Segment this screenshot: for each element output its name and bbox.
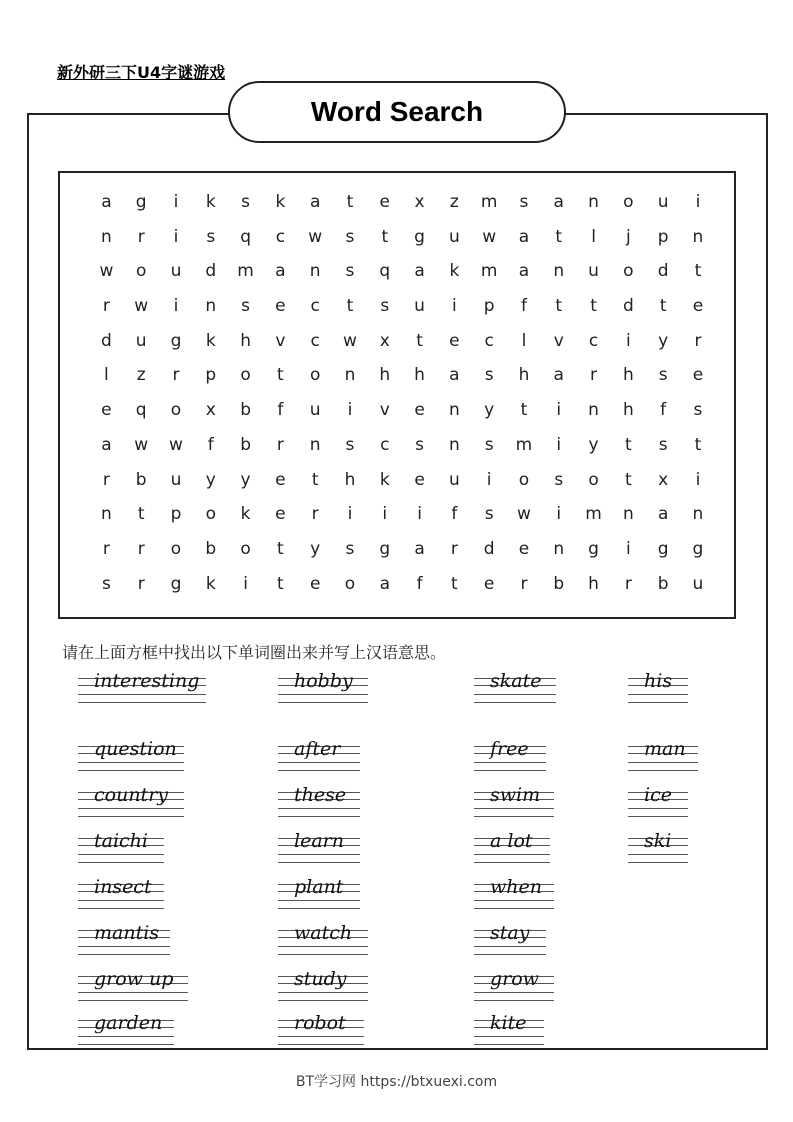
grid-letter[interactable]: a <box>518 261 530 282</box>
word-item: man <box>628 740 698 778</box>
grid-letter[interactable]: v <box>553 330 564 351</box>
grid-letter[interactable]: a <box>553 365 564 386</box>
word-item: interesting <box>78 672 206 710</box>
grid-letter[interactable]: o <box>135 261 147 282</box>
grid-letter[interactable]: s <box>345 538 355 559</box>
grid-letter[interactable]: c <box>380 434 390 455</box>
grid-letter[interactable]: o <box>309 365 321 386</box>
grid-letter[interactable]: b <box>553 573 565 594</box>
grid-letter[interactable]: o <box>623 261 634 282</box>
word-item: country <box>78 786 184 824</box>
grid-letter[interactable]: s <box>241 296 251 317</box>
grid-letter[interactable]: h <box>622 365 634 386</box>
grid-letter[interactable]: e <box>275 469 286 490</box>
grid-letter[interactable]: i <box>556 434 562 455</box>
grid-letter[interactable]: t <box>346 296 354 317</box>
grid-letter[interactable]: m <box>480 261 498 282</box>
grid-letter[interactable]: u <box>448 469 460 490</box>
grid-letter[interactable]: x <box>658 469 669 490</box>
grid-letter[interactable]: s <box>206 226 216 247</box>
grid-letter[interactable]: t <box>555 226 563 247</box>
grid-letter[interactable]: s <box>484 434 494 455</box>
grid-letter[interactable]: f <box>451 504 458 525</box>
title-banner <box>228 81 566 143</box>
word-item: taichi <box>78 832 164 870</box>
grid-letter[interactable]: t <box>555 296 563 317</box>
word-item: these <box>278 786 360 824</box>
grid-letter[interactable]: v <box>379 400 390 421</box>
grid-letter[interactable]: i <box>382 504 388 525</box>
grid-letter[interactable]: x <box>205 400 216 421</box>
grid-letter[interactable]: r <box>102 538 110 559</box>
grid-letter[interactable]: w <box>169 434 183 455</box>
word-item: hobby <box>278 672 368 710</box>
grid-letter[interactable]: i <box>452 296 457 317</box>
grid-letter[interactable]: c <box>275 226 286 247</box>
grid-letter[interactable]: s <box>658 365 668 386</box>
grid-letter[interactable]: b <box>240 400 251 421</box>
grid-letter[interactable]: u <box>309 400 321 421</box>
grid-letter[interactable]: l <box>591 226 596 247</box>
grid-letter[interactable]: b <box>657 573 669 594</box>
grid-letter[interactable]: u <box>170 261 182 282</box>
grid-letter[interactable]: h <box>379 365 391 386</box>
grid-letter[interactable]: r <box>520 573 528 594</box>
grid-letter[interactable]: r <box>137 573 145 594</box>
word-item: robot <box>278 1014 364 1052</box>
grid-letter[interactable]: a <box>414 261 425 282</box>
word-item: study <box>278 970 368 1008</box>
grid-letter[interactable]: e <box>101 400 112 421</box>
grid-letter[interactable]: w <box>134 296 149 317</box>
grid-letter[interactable]: r <box>624 573 632 594</box>
grid-letter[interactable]: e <box>414 400 425 421</box>
word-item: mantis <box>78 924 170 962</box>
grid-letter[interactable]: i <box>173 296 179 317</box>
grid-letter[interactable]: i <box>625 538 631 559</box>
grid-letter[interactable]: a <box>309 192 321 212</box>
grid-letter[interactable]: a <box>553 192 564 212</box>
grid-letter[interactable]: o <box>588 469 599 490</box>
grid-letter[interactable]: t <box>625 434 632 455</box>
grid-letter[interactable]: y <box>240 469 251 490</box>
grid-letter[interactable]: k <box>205 192 216 212</box>
grid-letter[interactable]: g <box>379 538 391 559</box>
grid-letter[interactable]: a <box>414 538 425 559</box>
grid-letter[interactable]: a <box>657 504 669 525</box>
grid-letter[interactable]: n <box>692 504 704 525</box>
grid-letter[interactable]: y <box>205 469 216 490</box>
grid-letter[interactable]: h <box>240 330 251 351</box>
grid-letter[interactable]: w <box>517 504 531 525</box>
grid-letter[interactable]: j <box>625 226 631 247</box>
grid-letter[interactable]: s <box>484 365 494 386</box>
letter-grid <box>89 185 715 601</box>
grid-letter[interactable]: m <box>585 504 602 525</box>
grid-letter[interactable]: t <box>381 226 389 247</box>
grid-letter[interactable]: i <box>625 330 631 351</box>
word-item: when <box>474 878 554 916</box>
grid-letter[interactable]: f <box>520 296 527 317</box>
grid-letter[interactable]: f <box>277 400 284 421</box>
grid-letter[interactable]: n <box>101 504 112 525</box>
grid-letter[interactable]: n <box>588 192 599 212</box>
grid-letter[interactable]: a <box>101 192 112 212</box>
word-item: plant <box>278 878 360 916</box>
grid-letter[interactable]: k <box>275 192 286 212</box>
grid-letter[interactable]: s <box>484 504 494 525</box>
grid-letter[interactable]: p <box>205 365 217 386</box>
grid-letter[interactable]: e <box>275 504 286 525</box>
grid-letter[interactable]: i <box>695 192 701 212</box>
grid-letter[interactable]: k <box>240 504 251 525</box>
word-item: question <box>78 740 184 778</box>
grid-letter[interactable]: r <box>450 538 458 559</box>
word-item: swim <box>474 786 554 824</box>
grid-letter[interactable]: r <box>102 296 110 317</box>
grid-letter[interactable]: i <box>243 573 248 594</box>
grid-letter[interactable]: c <box>588 330 599 351</box>
grid-letter[interactable]: t <box>346 192 354 212</box>
grid-letter[interactable]: u <box>448 226 460 247</box>
grid-letter[interactable]: k <box>205 573 216 594</box>
grid-letter[interactable]: u <box>588 261 599 282</box>
grid-letter[interactable]: p <box>657 226 669 247</box>
grid-letter[interactable]: a <box>379 573 390 594</box>
grid-letter[interactable]: m <box>515 434 533 455</box>
footer-watermark[interactable]: BT学习网 https://btxuexi.com <box>295 1074 498 1090</box>
grid-letter[interactable]: s <box>693 400 703 421</box>
grid-letter[interactable]: d <box>483 538 495 559</box>
grid-letter[interactable]: h <box>344 469 356 490</box>
word-item: ski <box>628 832 688 870</box>
grid-letter[interactable]: n <box>692 226 704 247</box>
grid-letter[interactable]: v <box>275 330 286 351</box>
grid-letter[interactable]: i <box>695 469 701 490</box>
grid-letter[interactable]: f <box>207 434 214 455</box>
grid-letter[interactable]: g <box>170 330 182 351</box>
grid-letter[interactable]: n <box>622 504 634 525</box>
grid-letter[interactable]: o <box>205 504 216 525</box>
grid-letter[interactable]: e <box>379 192 390 212</box>
word-item: a lot <box>474 832 550 870</box>
grid-letter[interactable]: i <box>173 192 179 212</box>
grid-letter[interactable]: r <box>102 469 110 490</box>
grid-letter[interactable]: s <box>345 434 355 455</box>
grid-letter[interactable]: t <box>277 365 284 386</box>
grid-letter[interactable]: d <box>622 296 634 317</box>
grid-letter[interactable]: o <box>623 192 634 212</box>
instruction-text: 请在上面方框中找出以下单词圈出来并写上汉语意思。 <box>62 643 447 662</box>
grid-letter[interactable]: n <box>309 434 321 455</box>
grid-letter[interactable]: w <box>99 261 114 282</box>
grid-letter[interactable]: i <box>556 504 562 525</box>
grid-letter[interactable]: t <box>451 573 458 594</box>
grid-letter[interactable]: i <box>417 504 422 525</box>
grid-letter[interactable]: r <box>311 504 319 525</box>
grid-letter[interactable]: g <box>135 192 147 212</box>
grid-letter[interactable]: r <box>137 226 145 247</box>
grid-letter[interactable]: h <box>588 573 599 594</box>
word-item: skate <box>474 672 556 710</box>
grid-letter[interactable]: y <box>310 538 321 559</box>
word-item: insect <box>78 878 164 916</box>
grid-letter[interactable]: t <box>694 261 702 282</box>
grid-letter[interactable]: u <box>657 192 669 212</box>
grid-letter[interactable]: s <box>519 192 529 212</box>
grid-letter[interactable]: u <box>170 469 182 490</box>
grid-letter[interactable]: s <box>345 261 355 282</box>
word-item: after <box>278 740 360 778</box>
grid-letter[interactable]: i <box>173 226 179 247</box>
grid-letter[interactable]: e <box>275 296 286 317</box>
grid-letter[interactable]: f <box>416 573 423 594</box>
grid-letter[interactable]: p <box>483 296 495 317</box>
grid-letter[interactable]: e <box>692 296 704 317</box>
grid-letter[interactable]: y <box>484 400 495 421</box>
grid-letter[interactable]: e <box>414 469 425 490</box>
grid-letter[interactable]: h <box>518 365 530 386</box>
grid-letter[interactable]: z <box>449 192 459 212</box>
word-item: free <box>474 740 546 778</box>
grid-letter[interactable]: t <box>659 296 667 317</box>
grid-letter[interactable]: t <box>590 296 597 317</box>
grid-letter[interactable]: e <box>692 365 704 386</box>
grid-letter[interactable]: l <box>521 330 527 351</box>
grid-letter[interactable]: o <box>170 400 182 421</box>
grid-letter[interactable]: t <box>416 330 423 351</box>
grid-letter[interactable]: n <box>309 261 321 282</box>
grid-letter[interactable]: s <box>415 434 424 455</box>
grid-letter[interactable]: w <box>308 226 323 247</box>
grid-letter[interactable]: r <box>694 330 702 351</box>
grid-letter[interactable]: y <box>588 434 599 455</box>
grid-letter[interactable]: b <box>240 434 251 455</box>
word-item: garden <box>78 1014 174 1052</box>
word-item: grow up <box>78 970 188 1008</box>
grid-letter[interactable]: k <box>449 261 460 282</box>
grid-letter[interactable]: q <box>379 261 391 282</box>
grid-letter[interactable]: t <box>694 434 702 455</box>
grid-letter[interactable]: u <box>135 330 147 351</box>
grid-letter[interactable]: g <box>588 538 599 559</box>
grid-letter[interactable]: n <box>344 365 356 386</box>
grid-letter[interactable]: n <box>553 538 565 559</box>
grid-letter[interactable]: i <box>556 400 562 421</box>
grid-letter[interactable]: r <box>137 538 145 559</box>
grid-letter[interactable]: o <box>240 365 251 386</box>
word-item: grow <box>474 970 554 1008</box>
grid-letter[interactable]: d <box>101 330 112 351</box>
grid-letter[interactable]: r <box>172 365 180 386</box>
grid-letter[interactable]: s <box>554 469 564 490</box>
grid-letter[interactable]: y <box>658 330 669 351</box>
grid-letter[interactable]: c <box>310 296 320 317</box>
grid-letter[interactable]: a <box>518 226 530 247</box>
grid-letter[interactable]: n <box>448 400 460 421</box>
grid-letter[interactable]: w <box>482 226 497 247</box>
grid-letter[interactable]: g <box>170 573 182 594</box>
grid-letter[interactable]: t <box>137 504 145 525</box>
grid-letter[interactable]: g <box>657 538 669 559</box>
word-item: learn <box>278 832 360 870</box>
grid-letter[interactable]: b <box>205 538 217 559</box>
grid-letter[interactable]: t <box>277 573 284 594</box>
grid-letter[interactable]: i <box>347 504 353 525</box>
grid-letter[interactable]: d <box>205 261 217 282</box>
grid-letter[interactable]: h <box>414 365 425 386</box>
grid-letter[interactable]: g <box>414 226 425 247</box>
grid-letter[interactable]: e <box>309 573 321 594</box>
grid-letter[interactable]: s <box>241 192 251 212</box>
grid-letter[interactable]: w <box>343 330 357 351</box>
grid-letter[interactable]: q <box>135 400 147 421</box>
grid-letter[interactable]: q <box>240 226 251 247</box>
grid-letter[interactable]: n <box>205 296 217 317</box>
grid-letter[interactable]: k <box>379 469 390 490</box>
grid-letter[interactable]: h <box>622 400 634 421</box>
grid-letter[interactable]: a <box>275 261 286 282</box>
grid-letter[interactable]: m <box>237 261 254 282</box>
grid-letter[interactable]: o <box>240 538 251 559</box>
grid-letter[interactable]: l <box>104 365 109 386</box>
grid-letter[interactable]: k <box>205 330 216 351</box>
grid-letter[interactable]: m <box>480 192 498 212</box>
grid-letter[interactable]: r <box>276 434 284 455</box>
grid-letter[interactable]: o <box>344 573 356 594</box>
page-header-title: 新外研三下U4字谜游戏 <box>57 63 226 82</box>
word-item: his <box>628 672 688 710</box>
worksheet-title: Word Search <box>310 96 484 127</box>
grid-letter[interactable]: d <box>657 261 669 282</box>
grid-letter[interactable]: a <box>101 434 112 455</box>
grid-letter[interactable]: s <box>345 226 355 247</box>
grid-letter[interactable]: g <box>692 538 704 559</box>
grid-letter[interactable]: x <box>379 330 390 351</box>
grid-letter[interactable]: r <box>590 365 598 386</box>
grid-letter[interactable]: s <box>658 434 668 455</box>
grid-letter[interactable]: n <box>553 261 565 282</box>
grid-letter[interactable]: i <box>347 400 353 421</box>
grid-letter[interactable]: t <box>277 538 284 559</box>
word-item: stay <box>474 924 546 962</box>
grid-letter[interactable]: i <box>486 469 492 490</box>
grid-letter[interactable]: o <box>170 538 182 559</box>
grid-letter[interactable]: n <box>588 400 599 421</box>
grid-letter[interactable]: o <box>518 469 530 490</box>
word-item: kite <box>474 1014 544 1052</box>
grid-letter[interactable]: u <box>414 296 425 317</box>
grid-letter[interactable]: e <box>518 538 530 559</box>
grid-letter[interactable]: a <box>449 365 460 386</box>
grid-letter[interactable]: p <box>170 504 182 525</box>
grid-letter[interactable]: z <box>136 365 146 386</box>
grid-letter[interactable]: f <box>660 400 667 421</box>
grid-letter[interactable]: x <box>414 192 425 212</box>
grid-letter[interactable]: t <box>520 400 528 421</box>
grid-letter[interactable]: e <box>483 573 495 594</box>
grid-letter[interactable]: n <box>101 226 112 247</box>
grid-letter[interactable]: t <box>311 469 319 490</box>
word-item: watch <box>278 924 368 962</box>
grid-letter[interactable]: s <box>380 296 390 317</box>
grid-letter[interactable]: t <box>625 469 632 490</box>
grid-letter[interactable]: w <box>134 434 149 455</box>
grid-letter[interactable]: n <box>448 434 460 455</box>
grid-letter[interactable]: c <box>484 330 494 351</box>
grid-letter[interactable]: u <box>692 573 704 594</box>
word-item: ice <box>628 786 688 824</box>
grid-letter[interactable]: e <box>449 330 460 351</box>
grid-letter[interactable]: s <box>101 573 111 594</box>
grid-letter[interactable]: c <box>310 330 320 351</box>
grid-letter[interactable]: b <box>135 469 147 490</box>
